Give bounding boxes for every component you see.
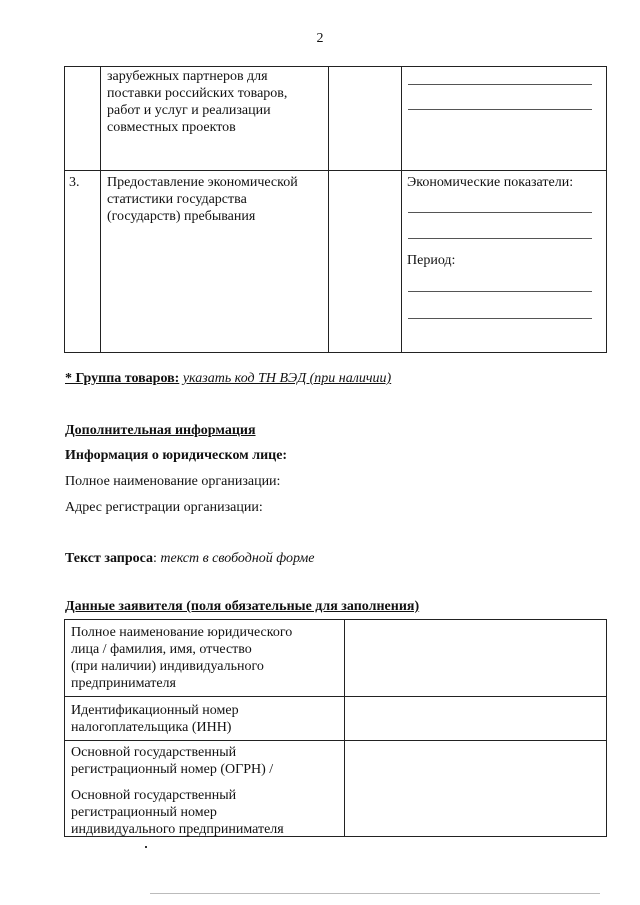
- organization-full-name-label: Полное наименование организации:: [65, 474, 281, 489]
- table-border-left: [64, 66, 65, 353]
- table-column-divider: [100, 66, 101, 353]
- table-border-bottom: [64, 352, 607, 353]
- request-text-label: Текст запроса: [65, 551, 154, 566]
- economic-indicators-blank-line: [408, 212, 592, 213]
- table-border-right: [606, 619, 607, 837]
- request-text-line: [65, 550, 314, 567]
- table-row-divider: [64, 740, 607, 741]
- ogrn-value-cell[interactable]: [351, 744, 601, 832]
- scan-speck: [145, 846, 147, 848]
- table-border-left: [64, 619, 65, 837]
- inn-value-cell[interactable]: [351, 700, 601, 736]
- request-text-separator: :: [153, 551, 157, 566]
- table-row-divider: [64, 696, 607, 697]
- period-blank-line: [408, 291, 592, 292]
- table-cell-organization-name-label: Полное наименование юридического лица / фамилия, имя, отчество (при наличии) индивидуального предпринимателя: [71, 625, 293, 691]
- table-column-divider: [344, 619, 345, 837]
- economic-indicators-label: Экономические показатели:: [407, 175, 574, 190]
- table-cell-ogrnip-label: Основной государственный регистрационный номер индивидуального предпринимателя: [71, 788, 284, 837]
- organization-name-value-cell[interactable]: [351, 624, 601, 692]
- table-border-top: [64, 66, 607, 67]
- goods-group-value: указать код ТН ВЭД (при наличии): [182, 371, 392, 386]
- goods-group-note: [65, 370, 391, 387]
- blank-line-field: [408, 109, 592, 110]
- table-cell-inn-label: Идентификационный номер налогоплательщика (ИНН): [71, 703, 239, 735]
- page-number: 2: [316, 31, 324, 46]
- table-cell-service-description: зарубежных партнеров для поставки российских товаров, работ и услуг и реализации совместных проектов: [107, 69, 288, 135]
- economic-indicators-blank-line: [408, 238, 592, 239]
- scan-bottom-edge: [150, 893, 600, 894]
- table-row-number: 3.: [69, 175, 80, 190]
- blank-line-field: [408, 84, 592, 85]
- period-label: Период:: [407, 253, 456, 268]
- organization-address-label: Адрес регистрации организации:: [65, 500, 263, 515]
- additional-info-heading: Дополнительная информация: [65, 423, 256, 438]
- table-border-top: [64, 619, 607, 620]
- table-column-divider: [401, 66, 402, 353]
- table-cell-ogrn-label: Основной государственный регистрационный номер (ОГРН) /: [71, 745, 274, 777]
- table-row-divider: [64, 170, 607, 171]
- goods-group-label: * Группа товаров:: [65, 371, 180, 386]
- table-cell-service-description: Предоставление экономической статистики государства (государств) пребывания: [107, 175, 298, 224]
- table-border-right: [606, 66, 607, 353]
- table-column-divider: [328, 66, 329, 353]
- request-text-value: текст в свободной форме: [160, 551, 315, 566]
- period-blank-line: [408, 318, 592, 319]
- applicant-data-heading: Данные заявителя (поля обязательные для заполнения): [65, 599, 420, 614]
- legal-entity-heading: Информация о юридическом лице:: [65, 448, 288, 463]
